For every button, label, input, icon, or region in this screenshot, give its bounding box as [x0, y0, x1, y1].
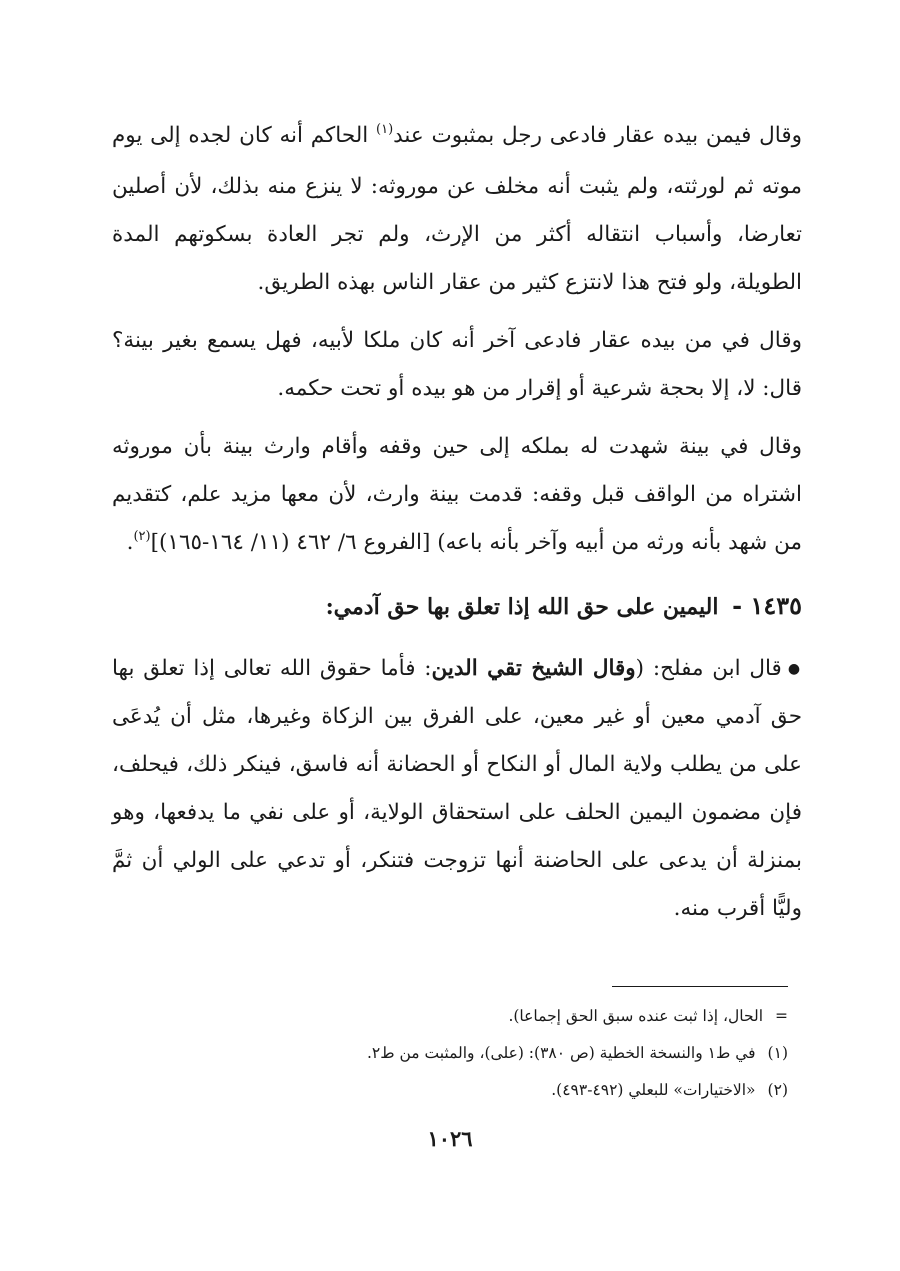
section-title: اليمين على حق الله إذا تعلق بها حق آدمي:	[325, 594, 719, 620]
quote-paragraph	[112, 645, 802, 933]
bullet-icon: ●	[787, 661, 802, 677]
quote-speaker: وقال الشيخ تقي الدين	[431, 656, 636, 681]
paragraph-1	[112, 112, 802, 307]
footnote-2	[98, 1072, 788, 1109]
footnote-text: الحال، إذا ثبت عنده سبق الحق إجماعا).	[508, 1007, 763, 1025]
footnote-text: في ط١ والنسخة الخطية (ص ٣٨٠): (على)، والمثبت من ط٢.	[366, 1044, 756, 1062]
footnote-mark: (١)	[767, 1044, 788, 1062]
footnote-1	[98, 1035, 788, 1072]
section-heading	[112, 580, 802, 633]
footnote-ref-2[interactable]: (٢)	[133, 529, 151, 544]
paragraph-2-text: وقال في من بيده عقار فادعى آخر أنه كان ملكا لأبيه، فهل يسمع بغير بينة؟ قال: لا، إلا بحجة شرعية أو إقرار من هو بيده أو تحت حكمه.	[112, 328, 802, 401]
paragraph-1-text-start: وقال فيمن بيده عقار فادعى رجل بمثبوت عند	[393, 123, 803, 148]
page-body	[112, 112, 802, 943]
section-number: ١٤٣٥ -	[732, 591, 802, 620]
quote-body: : فأما حقوق الله تعالى إذا تعلق بها حق آدمي معين أو غير معين، على الفرق بين الزكاة وغيرها، مثل أن يُدعَى على من يطلب ولاية المال أو النكاح أو الحضانة أنه فاسق، فينكر ذلك، فيحلف، فإن مضمون اليمين الحلف على استحقاق الولاية، أو على نفي ما يدفعها، وهو بمنزلة أن يدعى على الحاضنة أنها تزوجت فتنكر، أو تدعي على الولي أن ثمَّ وليًّا أقرب منه.	[112, 656, 802, 921]
footnote-mark: =	[775, 1007, 788, 1025]
paragraph-3-text-start: وقال في بينة شهدت له بملكه إلى حين وقفه وأقام وارث بينة بأن موروثه اشتراه من الواقف قبل وقفه: قدمت بينة وارث، لأن معها مزيد علم، كتقديم من شهد بأنه ورثه من أبيه وآخر بأنه باعه) [الفروع ٦/ ٤٦٢ (١١/ ١٦٤-١٦٥)]	[112, 434, 802, 555]
paragraph-1-text-end: الحاكم أنه كان لجده إلى يوم موته ثم لورثته، ولم يثبت أنه مخلف عن موروثه: لا ينزع منه بذلك، لأن أصلين تعارضا، وأسباب انتقاله أكثر من الإرث، ولم تجر العادة بسكوتهم المدة الطويلة، ولو فتح هذا لانتزع كثير من عقار الناس بهذه الطريق.	[112, 123, 802, 295]
footnote-continuation	[98, 998, 788, 1035]
footnote-mark: (٢)	[767, 1081, 788, 1099]
page-number: ١٠٢٦	[427, 1126, 473, 1151]
footnotes	[98, 998, 788, 1109]
footnote-divider	[612, 986, 788, 987]
paragraph-3	[112, 423, 802, 570]
footnote-ref-1[interactable]: (١)	[376, 122, 394, 137]
footnote-text: «الاختيارات» للبعلي (٤٩٢-٤٩٣).	[551, 1081, 756, 1099]
paragraph-2	[112, 317, 802, 413]
paragraph-3-text-end: .	[126, 530, 134, 555]
quote-intro: قال ابن مفلح: (	[635, 656, 782, 681]
